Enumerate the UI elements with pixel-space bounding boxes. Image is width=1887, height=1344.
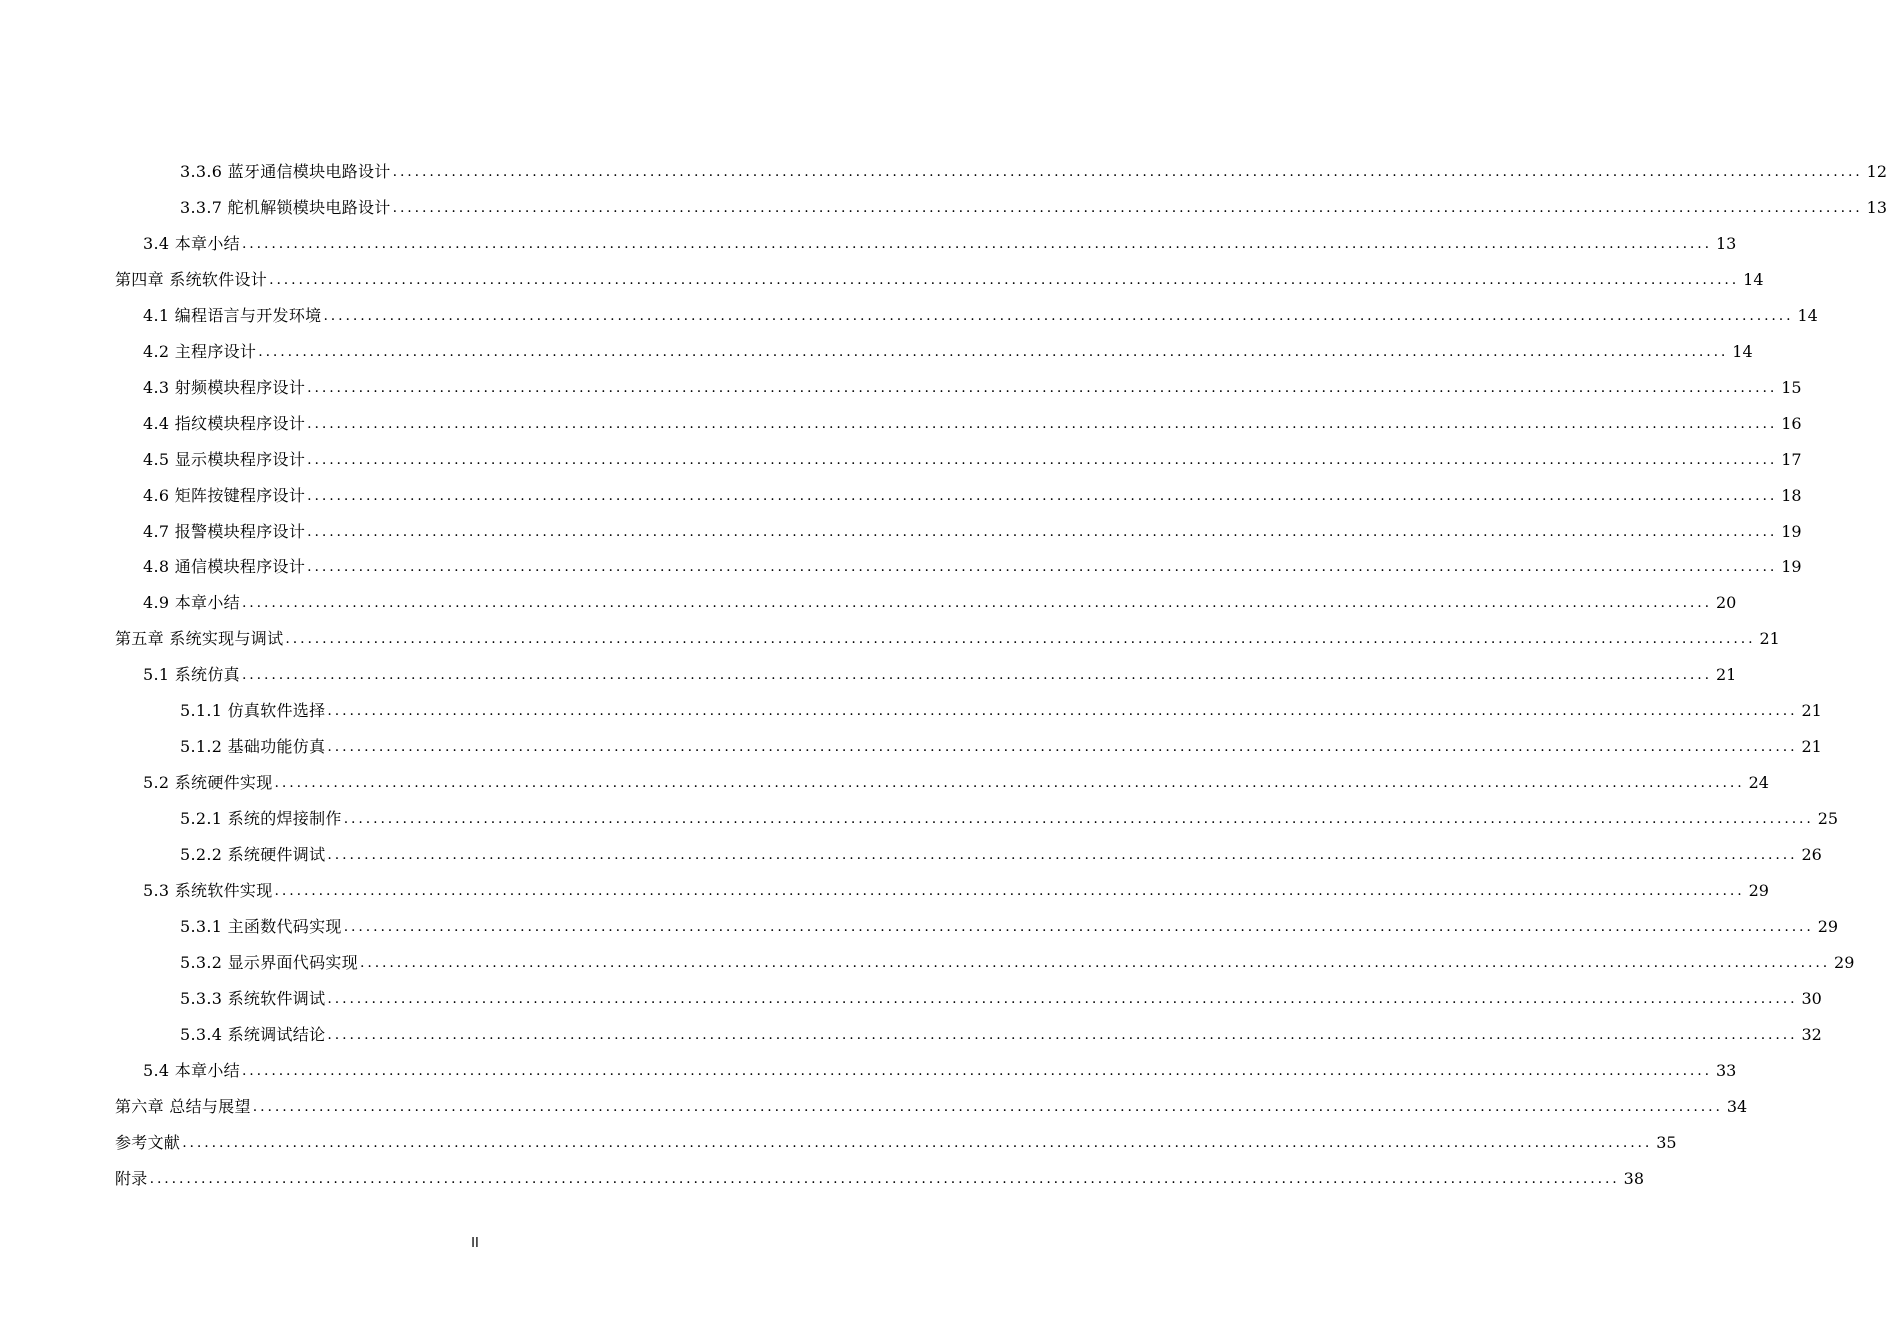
- toc-dot-leader: ........................................................................................................................................................................................................: [343, 811, 1814, 828]
- toc-entry[interactable]: [143, 226, 1737, 262]
- toc-entry-page: 30: [1801, 988, 1822, 1008]
- toc-entry-page: 14: [1732, 341, 1753, 361]
- toc-dot-leader: ........................................................................................................................................................................................................: [307, 559, 1778, 576]
- toc-entry[interactable]: [180, 837, 1822, 873]
- toc-entry-page: 13: [1866, 197, 1887, 217]
- toc-entry-page: 21: [1801, 737, 1822, 757]
- toc-entry-title: 5.3.1 主函数代码实现: [180, 916, 342, 936]
- toc-entry[interactable]: [143, 657, 1737, 693]
- toc-dot-leader: ........................................................................................................................................................................................................: [307, 451, 1778, 468]
- toc-dot-leader: ........................................................................................................................................................................................................: [149, 1170, 1620, 1187]
- toc-entry-page: 21: [1759, 629, 1780, 649]
- toc-dot-leader: ........................................................................................................................................................................................................: [258, 343, 1729, 360]
- toc-entry-page: 32: [1801, 1024, 1822, 1044]
- toc-entry[interactable]: [143, 765, 1769, 801]
- toc-entry-title: 5.2.2 系统硬件调试: [180, 845, 326, 865]
- toc-entry-title: 4.9 本章小结: [143, 593, 240, 613]
- toc-dot-leader: ........................................................................................................................................................................................................: [274, 883, 1745, 899]
- toc-entry-page: 24: [1748, 773, 1769, 793]
- toc-entry-page: 21: [1801, 701, 1822, 721]
- toc-dot-leader: ........................................................................................................................................................................................................: [307, 379, 1778, 396]
- toc-entry[interactable]: [180, 154, 1887, 190]
- toc-entry-page: 17: [1781, 449, 1802, 469]
- toc-entry[interactable]: [115, 1089, 1748, 1125]
- toc-entry-title: 4.8 通信模块程序设计: [143, 557, 306, 577]
- toc-entry-title: 附录: [115, 1168, 148, 1188]
- toc-entry-page: 34: [1726, 1096, 1748, 1116]
- toc-entry-title: 第六章 总结与展望: [115, 1096, 251, 1116]
- toc-entry-title: 4.2 主程序设计: [143, 341, 257, 361]
- toc-entry[interactable]: [180, 190, 1887, 226]
- toc-entry-page: 14: [1743, 269, 1764, 289]
- toc-entry-title: 3.3.6 蓝牙通信模块电路设计: [180, 162, 391, 181]
- toc-entry[interactable]: [180, 909, 1839, 945]
- toc-entry-page: 29: [1817, 916, 1839, 936]
- toc-entry[interactable]: [115, 1161, 1645, 1197]
- toc-entry[interactable]: [143, 334, 1753, 370]
- toc-entry-title: 3.4 本章小结: [143, 233, 240, 253]
- toc-entry-title: 5.1.2 基础功能仿真: [180, 737, 326, 757]
- toc-entry-page: 38: [1623, 1168, 1645, 1188]
- toc-entry-page: 19: [1781, 521, 1802, 541]
- toc-dot-leader: ........................................................................................................................................................................................................: [327, 703, 1798, 720]
- toc-entry-title: 第五章 系统实现与调试: [115, 629, 284, 649]
- toc-entry-title: 4.1 编程语言与开发环境: [143, 305, 322, 325]
- toc-dot-leader: ........................................................................................................................................................................................................: [285, 631, 1756, 648]
- toc-entry-page: 29: [1748, 881, 1769, 900]
- toc-dot-leader: ........................................................................................................................................................................................................: [241, 595, 1712, 612]
- toc-entry[interactable]: [143, 549, 1802, 585]
- toc-dot-leader: ........................................................................................................................................................................................................: [307, 415, 1778, 432]
- toc-entry-title: 4.7 报警模块程序设计: [143, 521, 306, 541]
- toc-entry-page: 18: [1781, 485, 1802, 505]
- toc-entry[interactable]: [143, 585, 1737, 621]
- toc-entry-title: 5.3.4 系统调试结论: [180, 1024, 326, 1044]
- toc-entry[interactable]: [180, 693, 1822, 729]
- toc-entry-page: 35: [1656, 1132, 1677, 1152]
- toc-entry[interactable]: [180, 1017, 1822, 1053]
- toc-entry-title: 4.3 射频模块程序设计: [143, 377, 306, 397]
- toc-dot-leader: ........................................................................................................................................................................................................: [327, 739, 1798, 756]
- toc-entry-title: 4.4 指纹模块程序设计: [143, 413, 306, 433]
- toc-dot-leader: ........................................................................................................................................................................................................: [241, 235, 1712, 252]
- toc-dot-leader: ........................................................................................................................................................................................................: [343, 918, 1814, 935]
- toc-dot-leader: ........................................................................................................................................................................................................: [307, 487, 1778, 504]
- toc-entry-title: 4.5 显示模块程序设计: [143, 449, 306, 469]
- toc-entry-title: 参考文献: [115, 1132, 181, 1152]
- toc-dot-leader: ........................................................................................................................................................................................................: [360, 954, 1831, 971]
- toc-entry[interactable]: [143, 873, 1769, 909]
- toc-entry-title: 第四章 系统软件设计: [115, 269, 268, 289]
- toc-entry-page: 16: [1781, 413, 1802, 433]
- toc-dot-leader: ........................................................................................................................................................................................................: [327, 990, 1798, 1007]
- toc-entry[interactable]: [143, 442, 1802, 478]
- toc-entry-page: 25: [1817, 809, 1839, 829]
- toc-entry[interactable]: [180, 981, 1822, 1017]
- toc-dot-leader: ........................................................................................................................................................................................................: [307, 523, 1778, 540]
- toc-entry-page: 19: [1781, 557, 1802, 577]
- toc-entry[interactable]: [180, 801, 1839, 837]
- toc-entry[interactable]: [143, 406, 1802, 442]
- toc-entry-title: 5.2 系统硬件实现: [143, 773, 273, 793]
- toc-dot-leader: ........................................................................................................................................................................................................: [392, 164, 1863, 180]
- toc-entry-title: 4.6 矩阵按键程序设计: [143, 485, 306, 505]
- toc-entry[interactable]: [115, 621, 1780, 657]
- toc-entry-page: 12: [1866, 162, 1887, 181]
- toc-dot-leader: ........................................................................................................................................................................................................: [182, 1134, 1653, 1151]
- toc-entry[interactable]: [180, 945, 1855, 981]
- toc-entry-page: 14: [1797, 305, 1818, 325]
- toc-entry[interactable]: [143, 370, 1802, 406]
- toc-dot-leader: ........................................................................................................................................................................................................: [274, 775, 1745, 792]
- toc-entry[interactable]: [180, 729, 1822, 765]
- toc-entry-page: 29: [1834, 952, 1855, 972]
- toc-dot-leader: ........................................................................................................................................................................................................: [327, 847, 1798, 864]
- page-number: II: [471, 1236, 479, 1251]
- toc-entry-title: 5.3.3 系统软件调试: [180, 988, 326, 1008]
- toc-dot-leader: ........................................................................................................................................................................................................: [327, 1026, 1798, 1043]
- toc-entry-title: 3.3.7 舵机解锁模块电路设计: [180, 197, 391, 217]
- toc-entry-title: 5.1.1 仿真软件选择: [180, 701, 326, 721]
- toc-entry-page: 33: [1715, 1060, 1737, 1080]
- toc-entry[interactable]: [115, 262, 1764, 298]
- toc-entry-page: 13: [1715, 233, 1737, 253]
- toc-dot-leader: ........................................................................................................................................................................................................: [392, 199, 1863, 216]
- toc-dot-leader: ........................................................................................................................................................................................................: [323, 307, 1794, 324]
- toc-entry-title: 5.4 本章小结: [143, 1060, 240, 1080]
- toc-entry-title: 5.3.2 显示界面代码实现: [180, 952, 358, 972]
- toc-entry-title: 5.3 系统软件实现: [143, 881, 273, 900]
- toc-entry-page: 20: [1715, 593, 1737, 613]
- toc-entry[interactable]: [115, 1125, 1677, 1161]
- toc-entry-page: 15: [1781, 377, 1802, 397]
- toc-dot-leader: ........................................................................................................................................................................................................: [241, 1062, 1712, 1079]
- toc-entry-page: 26: [1801, 845, 1822, 865]
- toc-entry-title: 5.2.1 系统的焊接制作: [180, 809, 342, 829]
- toc-entry[interactable]: [143, 514, 1802, 550]
- toc-entry[interactable]: [143, 478, 1802, 514]
- toc-entry[interactable]: [143, 1053, 1737, 1089]
- toc-dot-leader: ........................................................................................................................................................................................................: [269, 271, 1740, 288]
- toc-entry[interactable]: [143, 298, 1818, 334]
- toc-dot-leader: ........................................................................................................................................................................................................: [252, 1098, 1723, 1115]
- toc-entry-page: 21: [1715, 665, 1737, 685]
- toc-dot-leader: ........................................................................................................................................................................................................: [241, 667, 1712, 684]
- toc-entry-title: 5.1 系统仿真: [143, 665, 240, 685]
